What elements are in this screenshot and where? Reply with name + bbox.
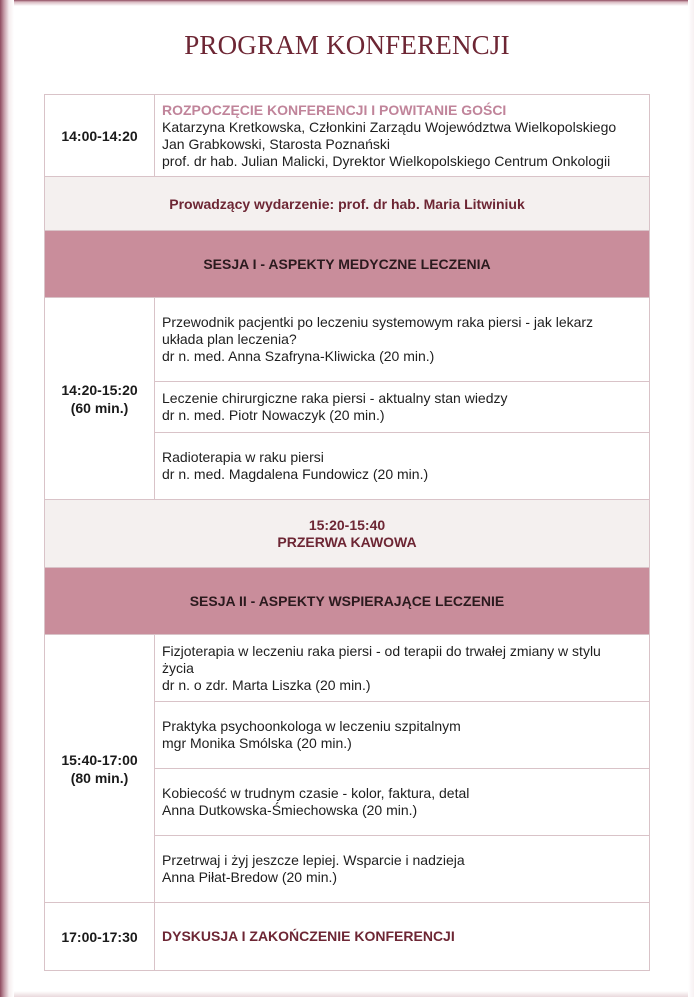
talk-item [155, 635, 650, 702]
talk-title: układa plan leczenia? [162, 331, 297, 347]
talk-speaker: dr n. med. Piotr Nowaczyk (20 min.) [162, 407, 385, 423]
host-row [45, 177, 650, 231]
page-title: PROGRAM KONFERENCJI [184, 30, 510, 60]
opening-row [45, 95, 650, 177]
talk-speaker: dr n. med. Magdalena Fundowicz (20 min.) [162, 466, 429, 482]
talk-title: życia [162, 659, 194, 676]
session1-time [45, 298, 155, 500]
opening-speaker: Katarzyna Kretkowska, Członkini Zarządu Województwa Wielkopolskiego [162, 118, 617, 135]
talk-item [155, 836, 650, 903]
opening-title: ROZPOCZĘCIE KONFERENCJI I POWITANIE GOŚCI [162, 101, 507, 118]
opening-time: 14:00-14:20 [45, 95, 155, 177]
break-row [45, 500, 650, 568]
opening-content [155, 95, 650, 177]
session1-time-range: 14:20-15:20 [61, 381, 138, 398]
session2-time-range: 15:40-17:00 [61, 751, 138, 768]
talk-speaker: Anna Piłat-Bredow (20 min.) [162, 869, 338, 885]
talk-item [155, 382, 650, 433]
talk-title: Praktyka psychoonkologa w leczeniu szpitalnym [162, 718, 461, 734]
session2-time [45, 635, 155, 903]
talk-item [155, 769, 650, 836]
break-label: PRZERWA KAWOWA [277, 533, 417, 550]
talk-title: Leczenie chirurgiczne raka piersi - aktualny stan wiedzy [162, 390, 508, 406]
talk-speaker: dr n. o zdr. Marta Liszka (20 min.) [162, 676, 371, 693]
session2-title: SESJA II - ASPEKTY WSPIERAJĄCE LECZENIE [45, 568, 650, 635]
talk-speaker: Anna Dutkowska-Śmiechowska (20 min.) [162, 802, 418, 818]
program-table [44, 94, 650, 971]
closing-row [45, 903, 650, 971]
session2-header-row [45, 568, 650, 635]
talk-title: Fizjoterapia w leczeniu raka piersi - od terapii do trwałej zmiany w stylu [162, 642, 601, 659]
talk-title: Radioterapia w raku piersi [162, 449, 324, 465]
session1-title: SESJA I - ASPEKTY MEDYCZNE LECZENIA [45, 231, 650, 298]
session2-duration: (80 min.) [70, 769, 129, 786]
break-time: 15:20-15:40 [308, 516, 386, 533]
break-cell [45, 500, 650, 568]
talk-item [155, 702, 650, 769]
talk-speaker: dr n. med. Anna Szafryna-Kliwicka (20 min.) [162, 348, 435, 364]
session2-talk-row [45, 635, 650, 702]
talk-title: Przewodnik pacjentki po leczeniu systemowym raka piersi - jak lekarz [162, 314, 594, 330]
talk-speaker: mgr Monika Smólska (20 min.) [162, 735, 352, 751]
opening-speaker: Jan Grabkowski, Starosta Poznański [162, 135, 390, 152]
session1-talk-row [45, 298, 650, 382]
talk-item [155, 298, 650, 382]
session1-header-row [45, 231, 650, 298]
host-label: Prowadzący wydarzenie: prof. dr hab. Maria Litwiniuk [45, 177, 650, 231]
talk-title: Kobiecość w trudnym czasie - kolor, faktura, detal [162, 785, 470, 801]
closing-label: DYSKUSJA I ZAKOŃCZENIE KONFERENCJI [155, 903, 650, 971]
session1-duration: (60 min.) [70, 399, 129, 416]
talk-item [155, 433, 650, 500]
talk-title: Przetrwaj i żyj jeszcze lepiej. Wsparcie i nadzieja [162, 852, 465, 868]
closing-time: 17:00-17:30 [45, 903, 155, 971]
opening-speaker: prof. dr hab. Julian Malicki, Dyrektor Wielkopolskiego Centrum Onkologii [162, 152, 611, 169]
